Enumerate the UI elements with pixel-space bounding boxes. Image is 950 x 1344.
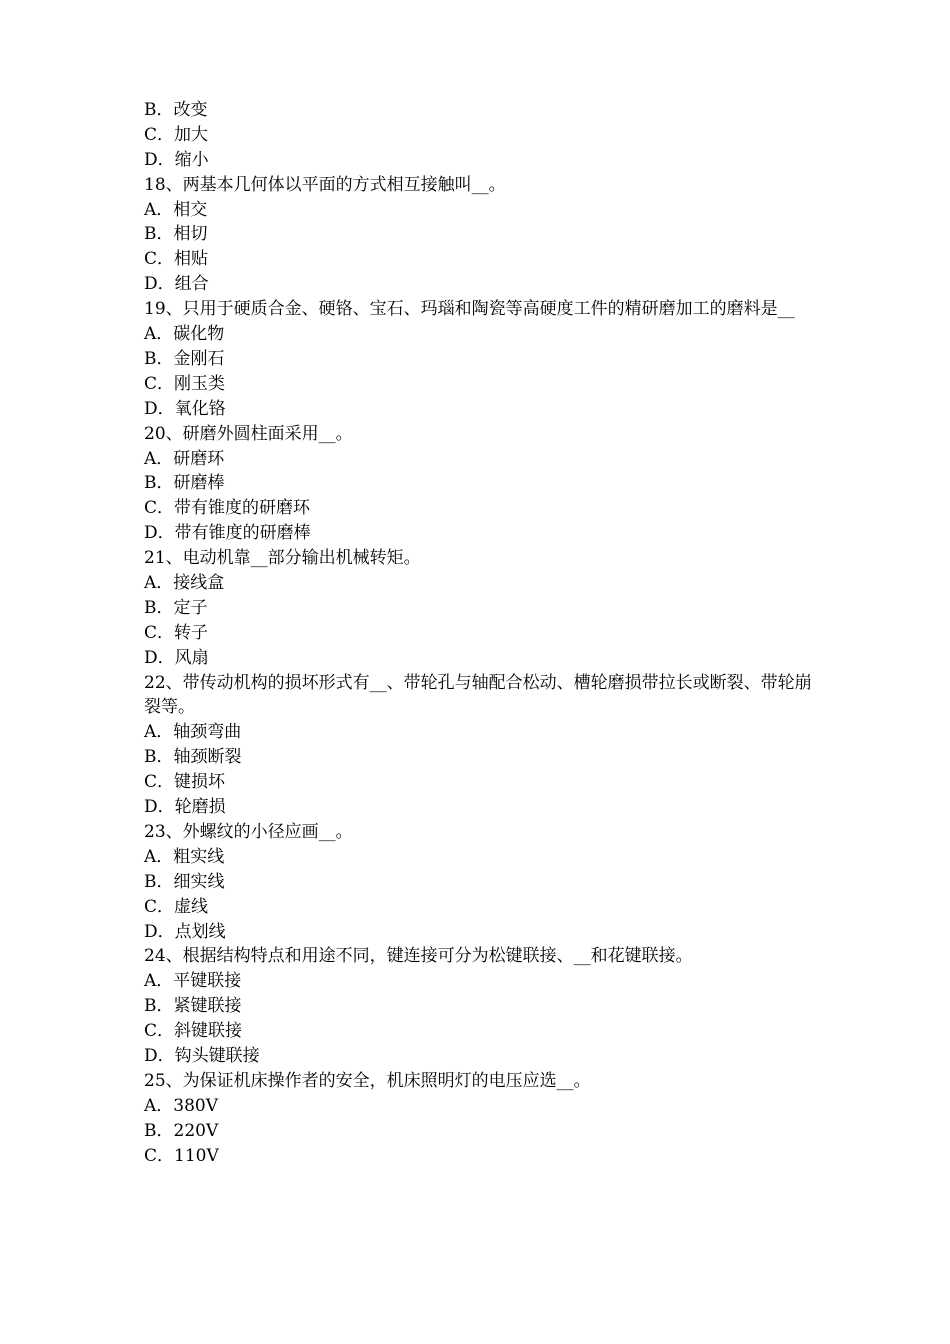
option-text: 轮磨损	[174, 797, 226, 818]
option-letter: B．	[144, 996, 174, 1017]
option-letter: C．	[144, 373, 175, 394]
option-item	[144, 895, 824, 920]
option-item	[144, 322, 824, 347]
option-text: 轴颈弯曲	[173, 722, 242, 743]
option-text: 氧化铬	[174, 398, 226, 419]
option-text: 风扇	[174, 647, 209, 668]
option-text: 缩小	[174, 149, 209, 170]
option-text: 接线盒	[173, 572, 225, 593]
option-letter: D．	[144, 523, 175, 544]
option-letter: A．	[144, 846, 174, 867]
option-text: 细实线	[173, 871, 225, 892]
option-text: 定子	[173, 597, 208, 618]
question-stem: 24、根据结构特点和用途不同，键连接可分为松键联接、__和花键联接。	[144, 946, 693, 967]
option-text: 斜键联接	[174, 1021, 243, 1042]
option-text: 键损坏	[174, 772, 226, 793]
option-item	[144, 1144, 824, 1169]
option-item	[144, 222, 824, 247]
option-item	[144, 870, 824, 895]
option-letter: B．	[144, 100, 174, 120]
option-letter: A．	[144, 1095, 174, 1116]
question-block	[144, 944, 824, 1068]
option-item	[144, 247, 824, 272]
option-text: 刚玉类	[174, 373, 226, 394]
option-text: 点划线	[174, 921, 226, 942]
option-letter: D．	[144, 797, 175, 818]
question-block	[144, 671, 824, 820]
question-block	[144, 173, 824, 297]
option-text: 带有锥度的研磨棒	[174, 523, 311, 544]
option-text: 380V	[173, 1095, 219, 1116]
option-letter: C．	[144, 249, 175, 270]
option-letter: D．	[144, 149, 175, 170]
option-item	[144, 571, 824, 596]
question-stem: 23、外螺纹的小径应画__。	[144, 821, 353, 842]
option-text: 改变	[173, 100, 208, 120]
document-page	[144, 98, 824, 1168]
question-block	[144, 1069, 824, 1169]
option-item	[144, 1094, 824, 1119]
question-block	[144, 297, 824, 421]
option-item	[144, 123, 824, 148]
option-letter: B．	[144, 473, 174, 494]
option-text: 组合	[174, 274, 209, 295]
option-text: 金刚石	[173, 348, 225, 369]
option-letter: D．	[144, 1045, 175, 1066]
option-text: 相切	[173, 224, 208, 245]
option-text: 平键联接	[173, 971, 242, 992]
option-text: 粗实线	[173, 846, 225, 867]
question-stem: 21、电动机靠__部分输出机械转矩。	[144, 548, 421, 569]
option-letter: C．	[144, 622, 175, 643]
option-letter: A．	[144, 199, 174, 220]
option-item	[144, 920, 824, 945]
question-stem: 22、带传动机构的损坏形式有__、带轮孔与轴配合松动、槽轮磨损带拉长或断裂、带轮崩裂等。	[144, 672, 812, 718]
option-letter: C．	[144, 772, 175, 793]
option-item	[144, 845, 824, 870]
option-item	[144, 521, 824, 546]
option-text: 紧键联接	[173, 996, 242, 1017]
option-item	[144, 198, 824, 223]
question-list	[144, 173, 824, 1169]
option-text: 研磨棒	[173, 473, 225, 494]
option-text: 轴颈断裂	[173, 747, 242, 768]
option-item	[144, 496, 824, 521]
option-item	[144, 272, 824, 297]
option-letter: A．	[144, 722, 174, 743]
option-letter: B．	[144, 1120, 174, 1141]
option-item	[144, 1019, 824, 1044]
question-stem: 20、研磨外圆柱面采用__。	[144, 423, 353, 444]
question-stem: 18、两基本几何体以平面的方式相互接触叫__。	[144, 174, 506, 195]
option-item	[144, 621, 824, 646]
option-item	[144, 795, 824, 820]
option-letter: C．	[144, 1021, 175, 1042]
option-text: 相贴	[174, 249, 209, 270]
option-item	[144, 447, 824, 472]
option-letter: C．	[144, 896, 175, 917]
option-letter: C．	[144, 1145, 175, 1166]
option-letter: B．	[144, 224, 174, 245]
option-letter: D．	[144, 647, 175, 668]
option-text: 220V	[173, 1120, 219, 1141]
option-letter: C．	[144, 498, 175, 519]
option-letter: A．	[144, 324, 174, 345]
option-text: 转子	[174, 622, 209, 643]
question-block	[144, 820, 824, 944]
option-letter: B．	[144, 747, 174, 768]
option-item	[144, 1119, 824, 1144]
option-item	[144, 646, 824, 671]
option-item	[144, 770, 824, 795]
option-letter: D．	[144, 398, 175, 419]
option-item	[144, 994, 824, 1019]
option-item	[144, 745, 824, 770]
question-block	[144, 546, 824, 670]
option-letter: B．	[144, 348, 174, 369]
option-letter: A．	[144, 572, 174, 593]
option-text: 相交	[173, 199, 208, 220]
option-text: 钩头键联接	[174, 1045, 260, 1066]
carried-over-options	[144, 98, 824, 173]
option-text: 虚线	[174, 896, 209, 917]
option-item	[144, 347, 824, 372]
option-letter: B．	[144, 871, 174, 892]
option-letter: A．	[144, 971, 174, 992]
option-text: 碳化物	[173, 324, 225, 345]
option-item	[144, 720, 824, 745]
option-item	[144, 1044, 824, 1069]
question-stem: 25、为保证机床操作者的安全，机床照明灯的电压应选__。	[144, 1070, 591, 1091]
option-letter: D．	[144, 921, 175, 942]
question-stem: 19、只用于硬质合金、硬铬、宝石、玛瑙和陶瓷等高硬度工件的精研磨加工的磨料是__	[144, 299, 795, 320]
option-item	[144, 397, 824, 422]
option-letter: B．	[144, 597, 174, 618]
option-item	[144, 148, 824, 173]
option-text: 加大	[174, 124, 209, 145]
option-text: 研磨环	[173, 448, 225, 469]
option-letter: D．	[144, 274, 175, 295]
option-letter: A．	[144, 448, 174, 469]
option-text: 带有锥度的研磨环	[174, 498, 311, 519]
option-text: 110V	[174, 1145, 219, 1166]
option-item	[144, 372, 824, 397]
option-item	[144, 98, 824, 123]
option-letter: C．	[144, 124, 175, 145]
option-item	[144, 471, 824, 496]
option-item	[144, 596, 824, 621]
question-block	[144, 422, 824, 546]
option-item	[144, 969, 824, 994]
